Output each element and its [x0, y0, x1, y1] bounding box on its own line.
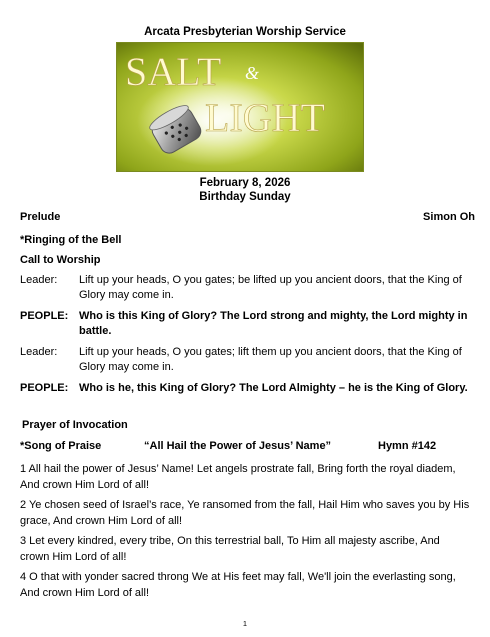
service-title: Arcata Presbyterian Worship Service: [144, 26, 346, 38]
service-date: February 8, 2026: [199, 177, 291, 189]
litany-text: Who is this King of Glory? The Lord strong and mighty, the Lord mighty in battle.: [79, 310, 468, 337]
hymn-verse-3: 3 Let every kindred, every tribe, On this terrestrial ball, To Him all majesty ascribe, And crown Him Lord of all!: [20, 535, 440, 563]
litany-people-1: [20, 309, 475, 339]
prelude-performer: Simon Oh: [423, 211, 475, 223]
litany-leader-1: [20, 273, 475, 303]
salt-and-light-banner: [116, 42, 364, 172]
prelude-label: Prelude: [20, 211, 61, 223]
hymn-verse-4: 4 O that with yonder sacred throng We at His feet may fall, We'll join the everlasting song, And crown Him Lord of all!: [20, 571, 456, 599]
litany-text: Lift up your heads, O you gates; lift them up you ancient doors, that the King of Glory may come in.: [79, 346, 462, 373]
banner-ampersand: &: [245, 63, 260, 83]
call-to-worship-heading: Call to Worship: [20, 254, 101, 266]
hymn-verse-2: 2 Ye chosen seed of Israel’s race, Ye ransomed from the fall, Hail Him who saves you by His grace, And crown Him Lord of all!: [20, 499, 470, 527]
litany-role: PEOPLE:: [20, 310, 69, 322]
prayer-of-invocation: Prayer of Invocation: [22, 419, 128, 431]
litany-text: Who is he, this King of Glory? The Lord Almighty – he is the King of Glory.: [79, 382, 468, 394]
song-of-praise-row: [20, 439, 475, 455]
song-title: “All Hail the Power of Jesus’ Name”: [144, 440, 332, 452]
song-label: *Song of Praise: [20, 440, 102, 452]
litany-role: Leader:: [20, 346, 58, 358]
banner-word-salt: SALT: [125, 49, 222, 94]
ringing-of-bell: *Ringing of the Bell: [20, 234, 122, 246]
litany-people-2: [20, 381, 475, 396]
prelude-row: [20, 210, 475, 225]
hymn-number: Hymn #142: [378, 440, 437, 452]
litany-role: PEOPLE:: [20, 382, 69, 394]
litany-text: Lift up your heads, O you gates; be lifted up you ancient doors, that the King of Glory may come in.: [79, 274, 462, 301]
service-occasion: Birthday Sunday: [199, 191, 291, 203]
litany-leader-2: [20, 345, 475, 375]
banner-word-light: LIGHT: [205, 95, 325, 140]
litany-role: Leader:: [20, 274, 58, 286]
hymn-verse-1: 1 All hail the power of Jesus’ Name! Let angels prostrate fall, Bring forth the royal diadem, And crown Him Lord of all!: [20, 463, 456, 491]
page-number: 1: [242, 619, 248, 628]
banner-graphic: [117, 43, 364, 172]
